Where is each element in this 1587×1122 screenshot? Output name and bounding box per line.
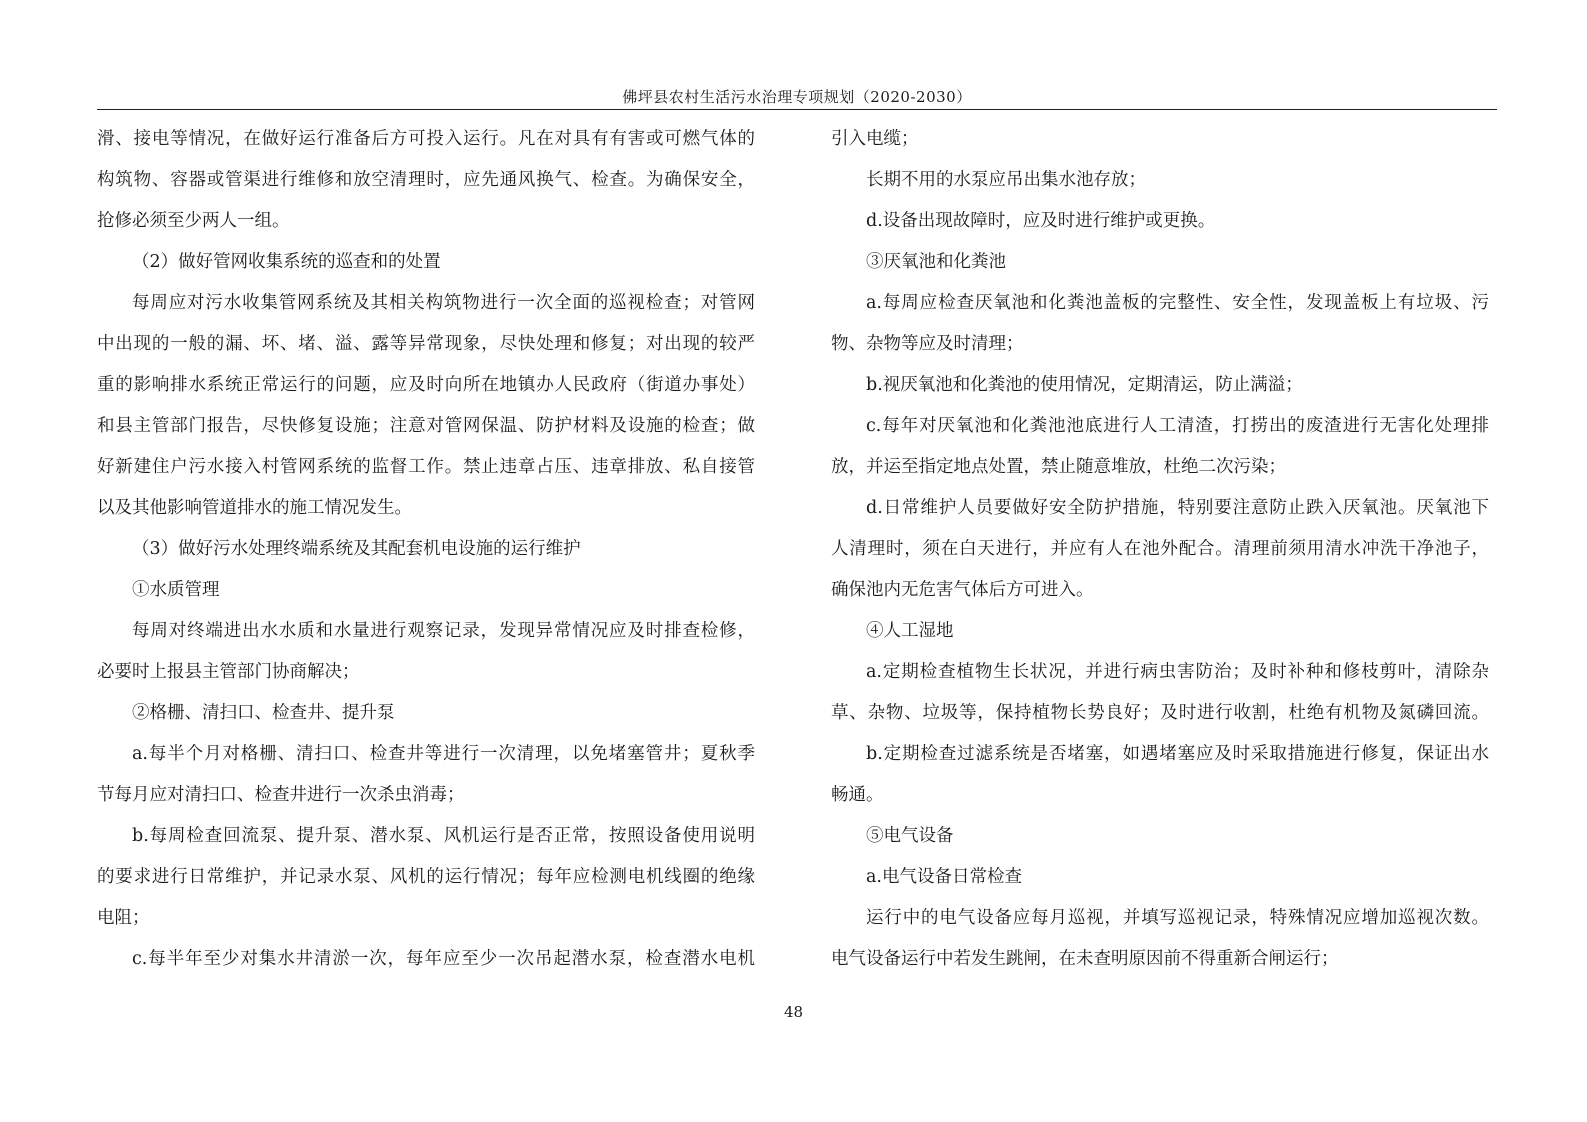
text-line: c.每年对厌氧池和化粪池池底进行人工清渣，打捞出的废渣进行无害化处理排: [866, 416, 1489, 436]
text-line: 滑、接电等情况，在做好运行准备后方可投入运行。凡在对具有有害或可燃气体的: [97, 129, 755, 149]
text-line: d.设备出现故障时，应及时进行维护或更换。: [866, 211, 1216, 231]
section-heading: （2）做好管网收集系统的巡查和的处置: [132, 252, 441, 272]
text-line: 中出现的一般的漏、坏、堵、溢、露等异常现象，尽快处理和修复；对出现的较严: [97, 334, 755, 354]
page-number: 48: [783, 1003, 804, 1021]
text-line: 必要时上报县主管部门协商解决；: [97, 662, 360, 682]
text-line: 确保池内无危害气体后方可进入。: [831, 580, 1094, 600]
text-line: b.视厌氧池和化粪池的使用情况，定期清运，防止满溢；: [866, 375, 1303, 395]
text-line: b.每周检查回流泵、提升泵、潜水泵、风机运行是否正常，按照设备使用说明: [132, 826, 755, 846]
text-line: 每周应对污水收集管网系统及其相关构筑物进行一次全面的巡视检查；对管网: [132, 293, 755, 313]
text-line: 畅通。: [831, 785, 884, 805]
text-line: a.每周应检查厌氧池和化粪池盖板的完整性、安全性，发现盖板上有垃圾、污: [866, 293, 1489, 313]
text-line: 人清理时，须在白天进行，并应有人在池外配合。清理前须用清水冲洗干净池子，: [831, 539, 1489, 559]
text-line: 节每月应对清扫口、检查井进行一次杀虫消毒；: [97, 785, 465, 805]
text-line: a.每半个月对格栅、清扫口、检查井等进行一次清理，以免堵塞管井；夏秋季: [132, 744, 755, 764]
text-line: 每周对终端进出水水质和水量进行观察记录，发现异常情况应及时排查检修，: [132, 621, 755, 641]
text-line: 运行中的电气设备应每月巡视，并填写巡视记录，特殊情况应增加巡视次数。: [866, 908, 1489, 928]
text-line: 以及其他影响管道排水的施工情况发生。: [97, 498, 412, 518]
text-line: c.每半年至少对集水井清淤一次，每年应至少一次吊起潜水泵，检查潜水电机: [132, 949, 755, 969]
text-line: 的要求进行日常维护，并记录水泵、风机的运行情况；每年应检测电机线圈的绝缘: [97, 867, 755, 887]
text-line: b.定期检查过滤系统是否堵塞，如遇堵塞应及时采取措施进行修复，保证出水: [866, 744, 1489, 764]
text-line: 草、杂物、垃圾等，保持植物长势良好；及时进行收割，杜绝有机物及氮磷回流。: [831, 703, 1489, 723]
text-line: 构筑物、容器或管渠进行维修和放空清理时，应先通风换气、检查。为确保安全，: [97, 170, 755, 190]
text-line: 抢修必须至少两人一组。: [97, 211, 290, 231]
page-header-title: 佛坪县农村生活污水治理专项规划（2020-2030）: [622, 88, 972, 106]
subsection-heading: ④人工湿地: [866, 621, 954, 641]
text-line: 电气设备运行中若发生跳闸，在未查明原因前不得重新合闸运行；: [831, 949, 1339, 969]
text-line: 电阻；: [97, 908, 150, 928]
text-line: 长期不用的水泵应吊出集水池存放；: [866, 170, 1146, 190]
section-heading: （3）做好污水处理终端系统及其配套机电设施的运行维护: [132, 539, 581, 559]
header-divider: [97, 109, 1497, 110]
text-line: a.定期检查植物生长状况，并进行病虫害防治；及时补种和修枝剪叶，清除杂: [866, 662, 1489, 682]
subsection-heading: ①水质管理: [132, 580, 220, 600]
text-line: a.电气设备日常检查: [866, 867, 1022, 887]
text-line: 好新建住户污水接入村管网系统的监督工作。禁止违章占压、违章排放、私自接管: [97, 457, 755, 477]
subsection-heading: ⑤电气设备: [866, 826, 954, 846]
subsection-heading: ②格栅、清扫口、检查井、提升泵: [132, 703, 395, 723]
text-line: d.日常维护人员要做好安全防护措施，特别要注意防止跌入厌氧池。厌氧池下: [866, 498, 1489, 518]
right-text-column: [831, 119, 1489, 980]
text-line: 和县主管部门报告，尽快修复设施；注意对管网保温、防护材料及设施的检查；做: [97, 416, 755, 436]
text-line: 放，并运至指定地点处置，禁止随意堆放，杜绝二次污染；: [831, 457, 1286, 477]
text-line: 引入电缆；: [831, 129, 919, 149]
subsection-heading: ③厌氧池和化粪池: [866, 252, 1006, 272]
left-text-column: [97, 119, 755, 980]
text-line: 重的影响排水系统正常运行的问题，应及时向所在地镇办人民政府（街道办事处）: [97, 375, 755, 395]
text-line: 物、杂物等应及时清理；: [831, 334, 1024, 354]
